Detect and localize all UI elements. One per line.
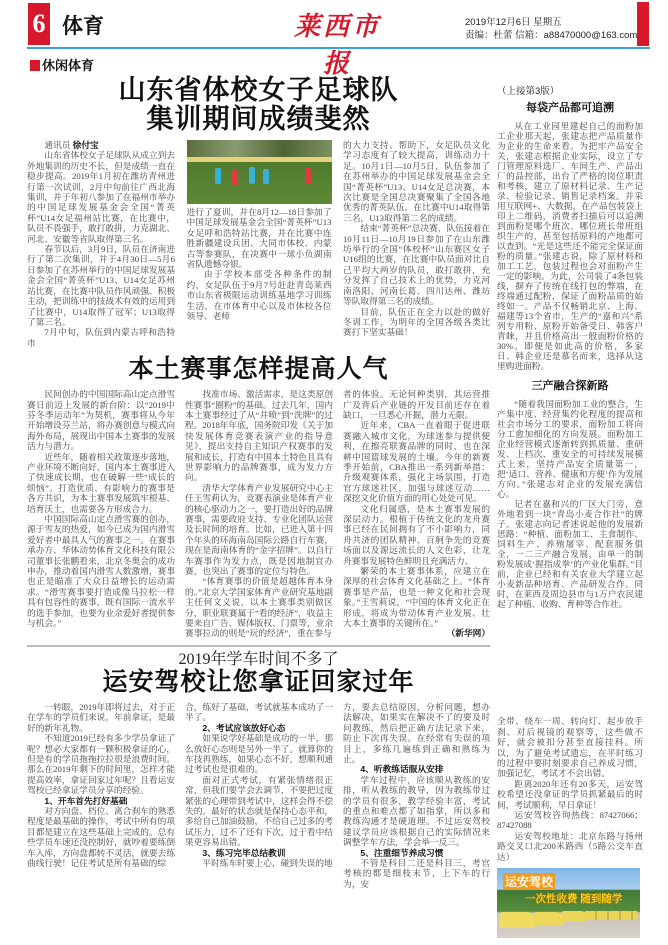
- article3-kicker: 2019年学车时间不多了: [178, 650, 339, 668]
- article-source: （新华网）: [446, 628, 490, 639]
- paragraph: 方，要去总结原因，分析问题，想办法解决，如果实在解决不了的要及时问教练，然后把正确方法记录下来，防止下次再失误。在经常有失误的项目上，多练几遍练到正确和熟练为止。: [343, 701, 490, 764]
- paragraph: 记者在嘉和兴的厂区大门旁，意外地看到一块“青岛小麦合作社”的牌子。张建志向记者述说起他的发展新思路：“种植、面粉加工、主食制作、饲料生产、养殖屠宰、配套服务俱全，一二三产融合发展，由单一的制粉发展成‘握指成拳’的产业化集群。”目前，企业已经和有关农业大学建立起小麦新品种培育、产品研发合作。同时，在莱西及周边县市与1万户农民建起了种植、收购、育种等合作社。: [497, 499, 643, 609]
- article1-col2: [187, 207, 332, 321]
- newspaper-logo: 莱西市报: [293, 12, 381, 78]
- editor-info: 责编：杜蕾 信箱：a88470000@163.com: [465, 30, 638, 41]
- paragraph: 找准市场、激活需求，是这类原创性赛事“圈粉”的基础。过去几年，国内本土赛事经过了从“井喷”到“洗牌”的过程。2018年年底，国务院印发《关于加快发展体育竞赛表演产业的指导意见》，提出支持自主知识产权赛事的发展和成长，打造有中国本土特色且具有世界影响力的品牌赛事，成为发力方向。: [185, 389, 333, 483]
- article1-headline-line2: 集训期间成绩斐然: [146, 104, 371, 134]
- soccer-training-photo: [187, 140, 332, 204]
- sidebar-heading2: 三产融合探新路: [531, 380, 609, 392]
- paragraph: 平时练车时要上心，碰到失误的地: [202, 857, 333, 868]
- article2-headline: 本土赛事怎样提高人气: [128, 356, 389, 384]
- article3-col1: [27, 702, 175, 869]
- article3-col4: [497, 708, 643, 862]
- article1-headline-line1: 山东省体校女子足球队: [118, 75, 399, 105]
- subheading: 4、听教练话服从安排: [360, 764, 444, 775]
- sidebar-col-top: [497, 121, 643, 371]
- hotline: 运安驾校咨询热线：87427066；87427088: [497, 809, 643, 831]
- main-content: [27, 58, 490, 889]
- column-tag-label: 休闲体育: [42, 58, 95, 73]
- subheading: 3、练习完毕总结教训: [202, 847, 286, 858]
- article3-body: [27, 702, 490, 889]
- subheading: 2、考试应该放好心态: [202, 722, 286, 733]
- paragraph: 对方向盘、档位、离合刹车的熟悉程度是最基础的操作，考试中所有的项目都是建立在这些基础上完成的。总有些学员车速还没控制好，就吵着要练倒车入库，方向盘都转不灵活，就要去练曲线行驶！记住考试是所有基础的综: [27, 805, 175, 868]
- issue-date: 2019年12月6日 星期五: [465, 17, 562, 28]
- sidebar-col-bottom: [497, 399, 643, 609]
- article1-middle: [187, 140, 332, 321]
- page-number-box: 6: [28, 3, 50, 45]
- paragraph: 学车过程中，应该顺从教练的安排，听从教练的教导，因为教练带过的学员有很多，教学经验丰富，考试的重点和难点都了如指掌，所以多和教练沟通才是硬道理。不过运安驾校建议学员应该根据自己的实际情况来调整学车方法，学会举一反三。: [343, 774, 490, 848]
- paragraph: 山东省体校女子足球队从成立到去外地集训的历史不长，但是成绩一直在稳步提高。2019年1月初在潍坊青州进行第一次试训，2月中旬前往广西北海集训，并于年初八参加了在福州市举办的中国足球发展基金会全国“菁英杯”U14女足福州站比赛，在比赛中，队员不畏强手，敢打敢拼，力克湖北、河北、安徽等省队取得第三名。: [27, 150, 175, 244]
- paragraph: 民间创办的中国国际高山定点滑雪赛日前迈上发展的新台阶：以“2019中芬冬季运动年”为契机，赛事将从今年开始增设芬兰站，将办赛创意与模式向海外布局，展现出中国本土赛事的发展活力与潜力。: [27, 389, 175, 452]
- paragraph: 春节以后，3月9日，队员在济南进行了第二次集训，并于4月30日—5月6日参加了在苏州举行的中国足球发展基金会全国“菁英杯”U13、U14女足苏州站比赛，在比赛中队员作风顽强、积极主动，把训练中的技战术有效的运用到了比赛中，U14取得了冠军；U13取得了第三名。: [27, 244, 175, 327]
- continued-note: （上接第3版）: [497, 86, 560, 97]
- ad-slogan: 一次性收费 随到随学: [525, 893, 623, 905]
- paragraph: 全带、绕车一周、转向灯、起步放手刹、对后视镜的观察等，这些做不好，就会被扣分甚至直接挂科。所以，为了避免考试遗忘，在平时练习的过程中要时刻要求自己养成习惯，加强记忆，考试才不会出错。: [497, 716, 643, 779]
- driving-school-ad: [497, 868, 640, 938]
- paragraph: 如果说学好基础是成功的一半，那么放好心态则是另外一半了。就算你的车技再熟练，如果心态不好，想顺利通过考试也是很难的。: [185, 733, 333, 775]
- right-column: [497, 86, 643, 938]
- subheading: 5、注重细节养成习惯: [360, 847, 444, 858]
- paragraph: 结束“菁英杯”总决赛，队伍接着在10月11日—10月19日参加了在山东潍坊举行的全国“体校杯”山东赛区女子U16组的比赛，在比赛中队员面对比自己平均大两岁的队员，敢打敢拼，充分发挥了自己技术上的优势，力克河南洛阳、河南长葛、四川达州、潍坊等队取得第三名的成绩。: [343, 223, 490, 307]
- header-accent-bar: [637, 2, 649, 46]
- section-divider: [27, 645, 490, 647]
- paragraph: 合，练好了基础，考试就基本成功了一半了。: [185, 701, 333, 723]
- article2-col3: [343, 389, 490, 639]
- article1-col1: [27, 140, 175, 348]
- paragraph: 中国国际高山定点滑雪赛的创办，源于雪友的热爱，如今已成为国内滑雪爱好者中最具人气的赛事之一。在赛事承办方、华体动势体育文化科技有限公司董事长张鹏看来，北京冬奥会的成功申办，推动着国内滑雪人数激增，赛事也正是瞄准了大众日益增长的运动需求。“滑雪赛事要打造成像马拉松一样具有包容性的赛事，既有国际一流水平的选手参加，也要为业余爱好者提供参与机会。”: [27, 514, 175, 629]
- paragraph: “体育赛事的价值是超越体育本身的。”北京大学国家体育产业研究基地副主任何文义说，以本土赛事类别做区分，职业联赛属于“看的经济”，收益主要来自广告、媒体版权、门票等，业余赛事拉动的则是“玩的经济”，重在参与: [185, 576, 333, 639]
- paragraph: 由于学校本部受各种条件的制约，女足队伍于9月7号赶赴青岛莱西市山东省极限运动训练基地学习训练生活，在市体育中心以及市体校各位领导、老师: [186, 269, 332, 322]
- paragraph: 距离2020年还有20多天，运安驾校希望还没拿证的学员抓紧最后的时间，考试顺利，早日拿证！: [497, 778, 643, 810]
- paragraph: 进行了夏训，并在8月12—18日参加了中国足球发展基金会全国“菁英杯”U13女足呼和浩特站比赛，并在比赛中连胜新疆建设兵团、大同市体校、内蒙古等参赛队，在决赛中一球小负湖南省队遗憾夺银。: [186, 207, 332, 270]
- byline-name: 徐付宝: [72, 140, 99, 150]
- ad-title: 运安驾校: [505, 875, 554, 889]
- sidebar-heading1: 每袋产品都可追溯: [526, 102, 614, 114]
- subheading: 1、开车首先打好基础: [44, 795, 128, 806]
- paragraph: 目前，队伍正在全力以赴的做好冬训工作，为明年的全国各级各类比赛打下坚实基础！: [343, 306, 490, 338]
- paragraph: 清华大学体育产业发展研究中心主任王雪莉认为，竞赛表演业是体育产业的核心驱动力之一，要打造出好的品牌赛事，需要政府支持、专业化团队运营及长时间的培育。比如，已进入第十四个年头的环海南岛国际公路自行车赛，现在是海南体育的“金字招牌”。以自行车赛事作为发力点，既是因地制宜办赛，也突出了赛事的定位与特色。: [185, 482, 333, 577]
- paragraph: 从在工业园里建起自己的面粉加工企业那天起，张建志把产品质量作为企业的生命来看。为把牢产品安全关，张建志根据企业实际，设立了专门管理原料选厂、车间生产、产品出厂的品控部，出台了严格的岗位职责和考核，建立了原材料记录、生产记录、检验记录、销售记录档案。并采用互联网+、大数据，在产品包装袋上印上二维码，消费者扫描后可以追溯到面粉是哪个班次、哪位班长带班组织生产的，甚至包括原料的产地都可以查到。“光是这些还不能完全保证面粉的质量。”张建志说，除了原材料和加工工艺，包装过程也会对面粉产生一定的影响。为此，公司装了4条包装线，摒弃了传统在线打包的弊端，在终端通过配粉，保证了面粉品质的始终如一。产品不仅畅销北京、上海、福建等13个省市，生产的“嘉和兴”系列专用粉、原粉开始备受日、韩客户青睐，并且价格高出一般面粉价格的30%。即便是如此高的价格，多家日、韩企业还是慕名而来，选择从这里购进面粉。: [497, 121, 643, 371]
- paragraph: 文化归属感，是本土赛事发展的深层动力。根植于传统文化的龙舟赛事已经在民间拥有了不小影响力，同舟共济的团队精神、百舸争先的竞赛场面以及源远流长的人文色彩，让龙舟赛事发展特色鲜明且充满活力。: [343, 503, 490, 566]
- article3-headline: 运安驾校让您拿证回家过年: [102, 668, 415, 696]
- article1-col3: [343, 140, 490, 338]
- paragraph: 面对正式考试，有紧张情绪很正常，但我们要学会去调节，不要把过度紧张的心理带到考试中，这样会得不偿失的。最好的状态就是保持心态平和，多给自己加油鼓励，不给自己过多的考试压力，过不了还有下次，过于看中结果更容易出错。: [185, 774, 333, 848]
- paragraph: 不知道2019已经有多少学员拿证了呢？想必大家都有一颗积极拿证的心，但是有的学员拖拖拉拉很是浪费时间。那么在2019年剩下的时间里，怎样才能提高效率，拿证回家过年呢？且看运安驾校已经拿证学员分享的经验。: [27, 733, 175, 796]
- paragraph: 近些年，随着相关政策逐步落地，产业环境不断向好，国内本土赛事进入了快速成长期，也在破解一些“成长的烦恼”。打造优质、有影响力的赛事是各方共识，为本土赛事发展筑牢根基、培育沃土，也需要各方形成合力。: [27, 451, 175, 514]
- article3-col3: [343, 702, 490, 889]
- article2-body: [27, 389, 490, 639]
- byline-label: 通讯员: [44, 140, 71, 150]
- article2-col2: [185, 389, 333, 639]
- paragraph: 一转眼，2019年即将过去，对于正在学车的学员们来说，年前拿证，是最好的新年礼物。: [27, 701, 175, 733]
- article2-col1: [27, 389, 175, 628]
- square-bullet-icon: [30, 60, 40, 71]
- paragraph: 繁荣的本土赛事体系，应建立在深厚的社会体育文化基础之上。“体育赛事是产品，也是一种文化和社会现象。”王雪莉说，“中国的体育文化正在形成，将成为带动体育产业发展、壮大本土赛事的关键所在。”: [343, 566, 490, 629]
- byline: [27, 140, 175, 150]
- section-title: 体育: [62, 15, 104, 38]
- paragraph: 近年来，CBA一直着眼于促进联赛融入城市文化，为球迷参与提供便利，在擦亮联赛品牌的同时，也在深耕中国篮球发展的土壤。今年的新赛季开始前，CBA推出一系列新举措：升级观赛体系，强化主场氛围，打造官方球迷社区，加强与球迷互动……深挖文化价值方面的用心处处可见。: [343, 420, 490, 504]
- paragraph: 的大力支持、帮助下，女足队员文化学习态度有了较大提高，训练动力十足。10月1日—10月5日，队伍参加了在苏州举办的中国足球发展基金会全国“菁英杯”U13、U14女足总决赛，本次比赛是全国总决赛聚集了全国各地优秀的菁英队伍，在比赛中U14取得第三名，U13取得第二名的成绩。: [343, 140, 490, 223]
- header-rule: [27, 47, 650, 49]
- paragraph: 不管是科目二还是科目三，考官考核的都是细枝末节，上下车的行为，安: [343, 857, 490, 889]
- article3-col2: [185, 702, 333, 869]
- paragraph: 7月中旬，队伍到内蒙古呼和浩特市: [27, 327, 175, 348]
- column-tag: [30, 58, 490, 74]
- paragraph: “随着我国面粉加工业的整合，生产集中度、经营集约化程度的提高和社会市场分工的要求，面粉加工将向分工愈加细化的方向发展。面粉加工企业经营模式逐渐转到抓质量、重研发、上档次、重安全的可持续发展模式上来，坚持产品安全质量第一，把‘适口、营养、健康和方便’作为发展方向。”张建志对企业的发展充满信心。: [497, 399, 643, 499]
- address: 运安驾校地址：北京东路与扬州路交叉口北200米路西（5路公交车直达）: [497, 830, 643, 862]
- article1-body: [27, 140, 490, 348]
- paragraph: 者的体验。无论何种类别，其运营推广及背后产业链的开发目前还存在着缺口，一旦悉心开掘，潜力无限。: [343, 389, 490, 420]
